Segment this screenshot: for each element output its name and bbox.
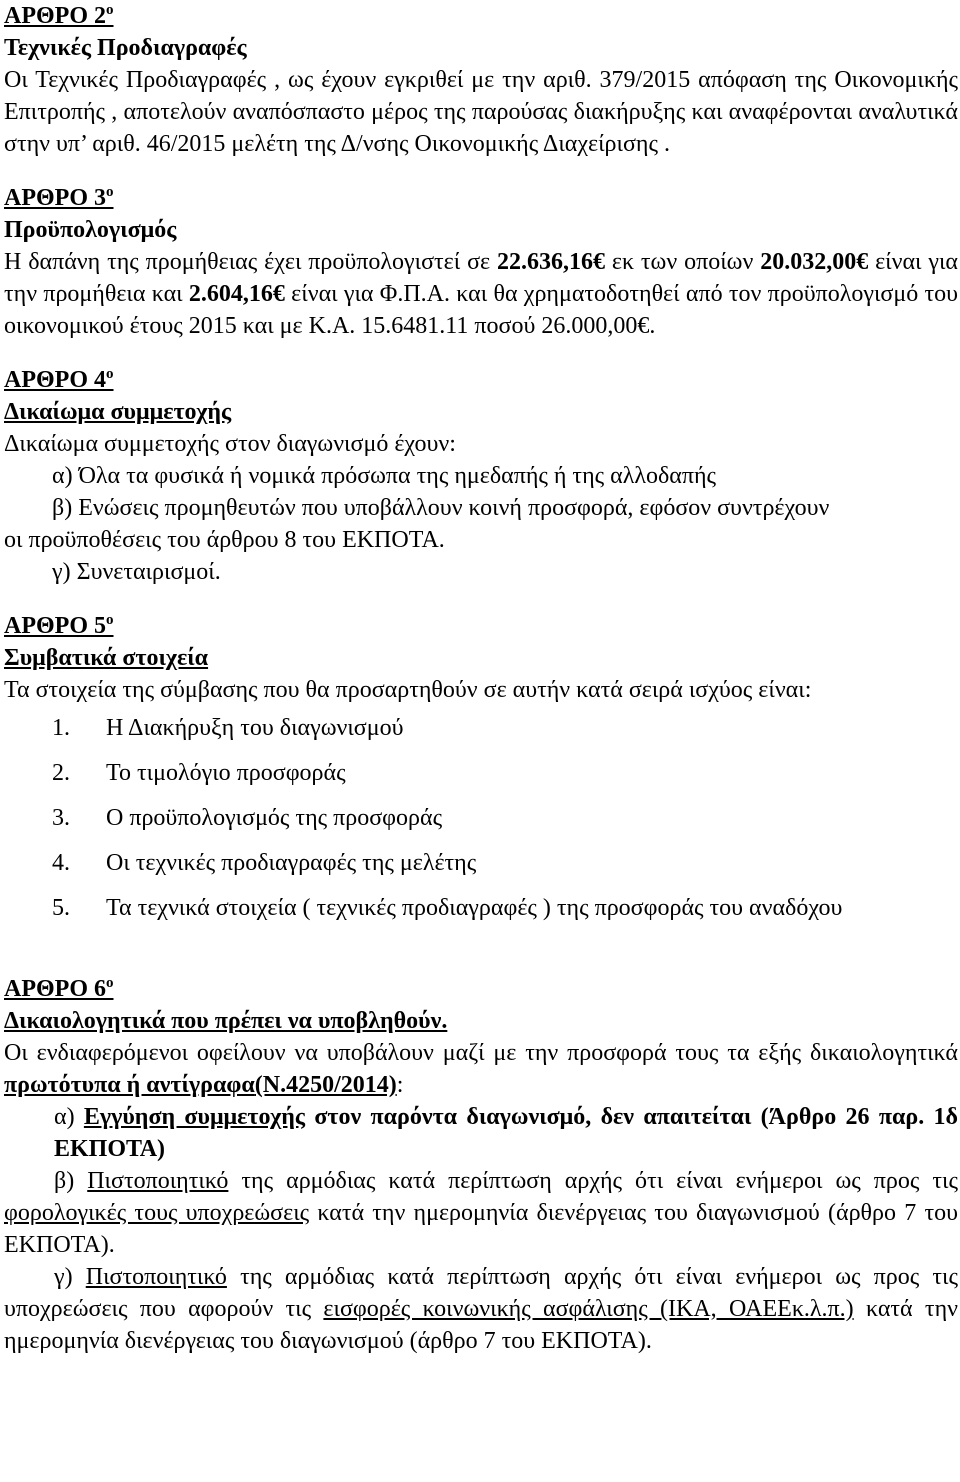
article-5-title-text: ΑΡΘΡΟ 5 — [4, 613, 106, 639]
list-item-number: 3. — [52, 805, 70, 831]
article-6-subtitle: Δικαιολογητικά που πρέπει να υποβληθούν. — [4, 1008, 448, 1034]
budget-text-3: είναι για την προμήθεια και — [4, 249, 958, 307]
article-6-intro — [4, 1037, 958, 1101]
tax-obligations: φορολογικές τους υποχρεώσεις — [4, 1200, 310, 1226]
budget-vat-amount: 2.604,16€ — [188, 281, 285, 307]
article-4-subtitle: Δικαίωμα συμμετοχής — [4, 399, 232, 425]
list-item-number: 2. — [52, 760, 70, 786]
article-5-subtitle: Συμβατικά στοιχεία — [4, 645, 209, 671]
article-3-title-text: ΑΡΘΡΟ 3 — [4, 185, 106, 211]
certificate-b: Πιστοποιητικό — [87, 1168, 229, 1194]
article-3-title-sup: ο — [106, 184, 114, 200]
item-b-marker: β) — [54, 1168, 88, 1194]
item-b-text-1: της αρμόδιας κατά περίπτωση αρχής ότι είναι ενήμεροι ως προς τις — [228, 1168, 959, 1194]
originals-or-copies: πρωτότυπα ή αντίγραφα — [4, 1072, 255, 1098]
article-2-subtitle: Τεχνικές Προδιαγραφές — [4, 35, 247, 61]
item-c-text-1: της αρμόδιας κατά περίπτωση αρχής ότι είναι ενήμεροι ως προς τις υποχρεώσεις που αφορούν τις — [4, 1264, 958, 1322]
list-item — [4, 847, 958, 892]
item-c-text-2: κατά την ημερομηνία διενέργειας του διαγωνισμού (άρθρο 7 του ΕΚΠΟΤΑ). — [4, 1296, 958, 1354]
spacer — [4, 588, 958, 610]
budget-total-amount: 22.636,16€ — [496, 249, 605, 275]
spacer — [4, 342, 958, 364]
article-4-title-sup: ο — [106, 366, 114, 382]
article-6 — [4, 973, 958, 1357]
article-4-item-b: β) Ενώσεις προμηθευτών που υποβάλλουν κοινή προσφορά, εφόσον συντρέχουν — [52, 495, 830, 521]
article-2 — [4, 0, 958, 160]
list-item-number: 4. — [52, 850, 70, 876]
article-2-title — [4, 0, 958, 32]
list-item-text: Οι τεχνικές προδιαγραφές της μελέτης — [106, 850, 477, 876]
article-4-intro: Δικαίωμα συμμετοχής στον διαγωνισμό έχουν: — [4, 431, 456, 457]
article-2-body: Οι Τεχνικές Προδιαγραφές , ως έχουν εγκριθεί με την αριθ. 379/2015 απόφαση της Οικονομικής Επιτροπής , αποτελούν αναπόσπαστο μέρος της παρούσας διακήρυξης και αναφέρονται αναλυτικά στην υπ’ αριθ. 46/2015 μελέτη της Δ/νσης Οικονομικής Διαχείρισης . — [4, 67, 958, 157]
article-4 — [4, 364, 958, 588]
budget-text-2: εκ των οποίων — [604, 249, 761, 275]
spacer — [4, 937, 958, 973]
list-item-text: Το τιμολόγιο προσφοράς — [106, 760, 346, 786]
list-item — [4, 712, 958, 757]
article-4-item-b-cont: οι προϋποθέσεις του άρθρου 8 του ΕΚΠΟΤΑ. — [4, 527, 445, 553]
article-6-item-b — [4, 1165, 958, 1261]
list-item-text: Η Διακήρυξη του διαγωνισμού — [106, 715, 404, 741]
article-6-item-a — [4, 1101, 958, 1165]
law-reference: (Ν.4250/2014) — [254, 1072, 397, 1098]
article-6-title-sup: ο — [106, 975, 114, 991]
article-4-item-a: α) Όλα τα φυσικά ή νομικά πρόσωπα της ημεδαπής ή της αλλοδαπής — [52, 463, 717, 489]
list-item — [4, 892, 958, 937]
list-item-text: Ο προϋπολογισμός της προσφοράς — [106, 805, 443, 831]
article-6-item-c — [4, 1261, 958, 1357]
participation-guarantee: Εγγύηση συμμετοχής — [83, 1104, 306, 1130]
article-3-body — [4, 246, 958, 342]
article-4-title-text: ΑΡΘΡΟ 4 — [4, 367, 106, 393]
item-b-text-2: κατά την ημερομηνία διενέργειας του διαγωνισμού (άρθρο 7 του ΕΚΠΟΤΑ). — [4, 1200, 958, 1258]
article-6-intro-text: Οι ενδιαφερόμενοι οφείλουν να υποβάλουν μαζί με την προσφορά τους τα εξής δικαιολογητικά — [4, 1040, 958, 1066]
article-5-title-sup: ο — [106, 612, 114, 628]
article-4-item-c: γ) Συνεταιρισμοί. — [52, 559, 221, 585]
list-item-text: Τα τεχνικά στοιχεία ( τεχνικές προδιαγραφές ) της προσφοράς του αναδόχου — [106, 895, 843, 921]
budget-text-4: είναι για Φ.Π.Α. και θα χρηματοδοτηθεί από τον προϋπολογισμό του οικονομικού έτους 2015 και με Κ.Α. 15.6481.11 ποσού 26.000,00€. — [4, 281, 959, 339]
list-item-number: 5. — [52, 895, 70, 921]
article-2-title-sup: ο — [106, 2, 114, 18]
article-3-subtitle: Προϋπολογισμός — [4, 217, 177, 243]
social-security-contributions: εισφορές κοινωνικής ασφάλισης (ΙΚΑ, ΟΑΕΕκ.λ.π.) — [323, 1296, 854, 1322]
article-3-title — [4, 182, 958, 214]
item-a-marker: α) — [54, 1104, 84, 1130]
list-item-number: 1. — [52, 715, 70, 741]
article-4-title — [4, 364, 958, 396]
item-a-text: στον παρόντα διαγωνισμό, δεν απαιτείται (Άρθρο 26 παρ. 1δ ΕΚΠΟΤΑ) — [54, 1104, 958, 1162]
certificate-c: Πιστοποιητικό — [85, 1264, 227, 1290]
list-item — [4, 802, 958, 847]
article-3 — [4, 182, 958, 342]
spacer — [4, 160, 958, 182]
article-5 — [4, 610, 958, 937]
budget-supply-amount: 20.032,00€ — [760, 249, 869, 275]
intro-colon: : — [396, 1072, 404, 1098]
article-6-title — [4, 973, 958, 1005]
article-2-title-text: ΑΡΘΡΟ 2 — [4, 3, 106, 29]
item-c-marker: γ) — [54, 1264, 86, 1290]
article-5-intro: Τα στοιχεία της σύμβασης που θα προσαρτηθούν σε αυτήν κατά σειρά ισχύος είναι: — [4, 677, 812, 703]
list-item — [4, 757, 958, 802]
budget-text-1: Η δαπάνη της προμήθειας έχει προϋπολογιστεί σε — [4, 249, 497, 275]
article-5-title — [4, 610, 958, 642]
article-6-title-text: ΑΡΘΡΟ 6 — [4, 976, 106, 1002]
contract-documents-list — [4, 712, 958, 937]
